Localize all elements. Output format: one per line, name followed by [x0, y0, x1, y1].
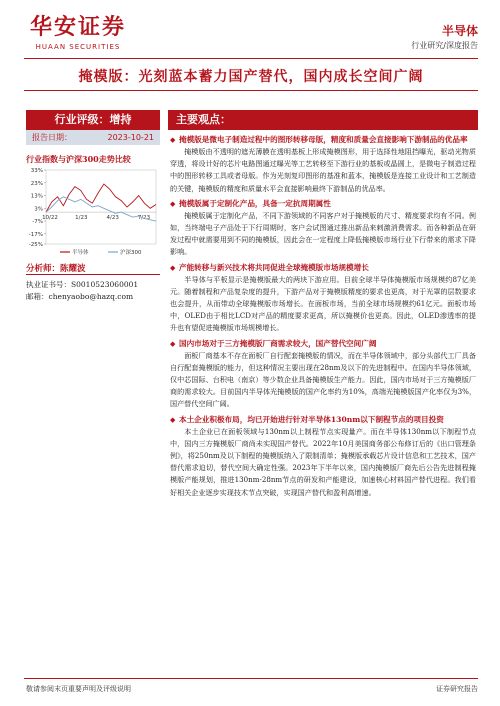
report-title: 掩模版：光刻蓝本蓄力国产替代，国内成长空间广阔 — [78, 69, 424, 85]
main-points-header: 主要观点： — [168, 110, 478, 130]
main-point — [170, 134, 476, 195]
report-date-label: 报告日期： — [32, 133, 72, 142]
analyst-title: 分析师：陈耀波 — [26, 264, 86, 274]
point-body: 掩模版由不透明的遮光薄膜在透明基板上形成掩模图形，用于选择性地阻挡曝光，驱动光物质穿透，将设计好的芯片电路图通过曝光等工艺转移至下游行业的基板或晶圆上，是微电子制造过程中的图形转移工具或者母版。作为光刻复印图形的基准和蓝本，掩模版是连接工业设计和工艺制造的关键，掩模版的精度和质量水平会直接影响最终下游制品的优品率。 — [170, 147, 476, 193]
main-point — [170, 414, 476, 499]
point-heading — [170, 134, 476, 145]
point-heading-text: 国内市场对于三方掩模版厂商需求较大，国产替代空间广阔 — [179, 338, 377, 348]
bullet-icon: ◆ — [170, 262, 176, 272]
point-heading — [170, 262, 476, 273]
main-point — [170, 338, 476, 411]
point-heading — [170, 338, 476, 349]
rating-label: 行业评级： — [54, 113, 110, 126]
bullet-icon: ◆ — [170, 338, 176, 348]
report-date-row — [26, 130, 160, 145]
rating-value: 增持 — [109, 113, 132, 126]
title-divider — [24, 90, 478, 91]
company-logo-english: HUAAN SECURITIES — [35, 43, 121, 51]
header-divider — [24, 58, 478, 59]
x-tick-label: 4/23 — [106, 215, 119, 222]
y-tick-label: 23% — [30, 180, 43, 187]
point-heading-text: 掩模版属于定制化产品，具备一定抗周期属性 — [179, 198, 331, 208]
company-logo: 华安证券 — [29, 14, 126, 40]
y-tick-label: -7% — [32, 219, 43, 226]
x-tick-label: 7/23 — [137, 215, 151, 222]
point-body: 本土企业已在面板领域与130nm以上制程节点实现量产。而在半导体130nm以下制程节点中，国内三方掩模版厂商尚未实现国产替代。2022年10月美国商务部公布修订后的《出口管理条例》，将250nm及以下制程的掩模版纳入了限制清单；掩模版承载芯片设计信息和工艺技术，国产替代需求迫切，替代空间大确定性强。2023年下半年以来，国内掩模版厂商先后公告先进制程掩模版产能规划，推进130nm-28nm节点的研发和产能建设，加速核心材料国产替代进程。我们看好相关企业逐步实现技术节点突破，实现国产替代和盈利高增速。 — [170, 426, 476, 497]
point-heading-text: 产能转移与新兴技术将共同促进全球掩模版市场规模增长 — [179, 262, 369, 272]
point-heading-text: 掩模版是微电子制造过程中的图形转移母版，精度和质量会直接影响下游制品的优品率 — [179, 135, 468, 144]
report-date: 2023-10-21 — [107, 133, 154, 142]
footer-label: 证券研究报告 — [436, 685, 478, 693]
point-heading-text: 本土企业积极布局，均已开始进行针对半导体130nm以下制程节点的项目投资 — [179, 414, 444, 424]
main-points — [170, 134, 476, 502]
y-tick-label: 33% — [30, 168, 43, 174]
analyst-email[interactable]: 邮箱：chenyaobo@hazq.com — [26, 292, 134, 301]
y-tick-label: -17% — [28, 231, 43, 238]
legend-label: 沪深300 — [120, 250, 142, 256]
y-tick-label: -25% — [28, 242, 43, 248]
report-type: 行业研究/深度报告 — [411, 41, 478, 50]
y-tick-label: 3% — [34, 206, 43, 213]
point-heading — [170, 198, 476, 209]
point-body: 面板厂商基本不存在面板厂自行配套掩模版的情况，而在半导体领域中，部分头部代工厂具备自行配套掩模版的能力，但这种情况主要出现在28nm及以下的先进制程中。在国内半导体领域，仅中芯国际、台积电（南京）等少数企业具备掩模版生产能力。因此，国内市场对于三方掩模版厂商的需求较大。目前国内半导体光掩模版的国产化率约为10%，高端光掩模版国产化率仅为3%，国产替代空间广阔。 — [170, 350, 476, 409]
main-point — [170, 198, 476, 259]
y-tick-label: 13% — [30, 193, 43, 200]
bullet-icon: ◆ — [170, 198, 176, 208]
analyst-cert: 执业证书号：S0010523060001 — [26, 280, 139, 289]
analyst-divider — [26, 274, 160, 275]
main-point — [170, 262, 476, 335]
index-comparison-chart — [26, 166, 160, 262]
chart-title: 行业指数与沪深300走势比较 — [26, 154, 131, 164]
bullet-icon: ◆ — [170, 135, 176, 144]
sector-label: 半导体 — [441, 24, 478, 38]
point-body: 半导体与平板显示是掩模版最大的两块下游应用。目前全球半导体掩模版市场规模约87亿美元。随着制程和产品复杂度的提升，下游产品对于掩模版精度的要求也更高，对于光罩的层数要求也会提升，从而带动全球掩模版市场增长。在面板市场，当前全球市场规模约61亿元。面板市场中，OLED由于相比LCD对产品的精度要求更高，所以掩模价也更高。因此，OLED渗透率的提升也有望促进掩模版市场规模增长。 — [170, 274, 476, 333]
chart-svg — [26, 166, 160, 262]
x-tick-label: 1/23 — [75, 215, 88, 222]
disclaimer-note: 敬请参阅末页重要声明及评级说明 — [26, 685, 131, 693]
x-tick-label: 10/22 — [42, 215, 58, 222]
point-body: 掩模版属于定制化产品，不同下游领域的不同客户对于掩模版的尺寸、精度要求均有不同。例如，当终端电子产品处于下行周期时，客户会试图通过推出新品来刺激消费需求。而各种新品在研发过程中就需要用到不同的掩模版，因此会在一定程度上降低掩模版市场行业下行带来的需求下降影响。 — [170, 210, 476, 257]
point-heading — [170, 414, 476, 425]
industry-rating — [26, 110, 160, 130]
footer-divider — [24, 678, 478, 679]
legend-label: 半导体 — [72, 250, 89, 256]
series-line — [46, 184, 156, 212]
bullet-icon: ◆ — [170, 414, 176, 424]
